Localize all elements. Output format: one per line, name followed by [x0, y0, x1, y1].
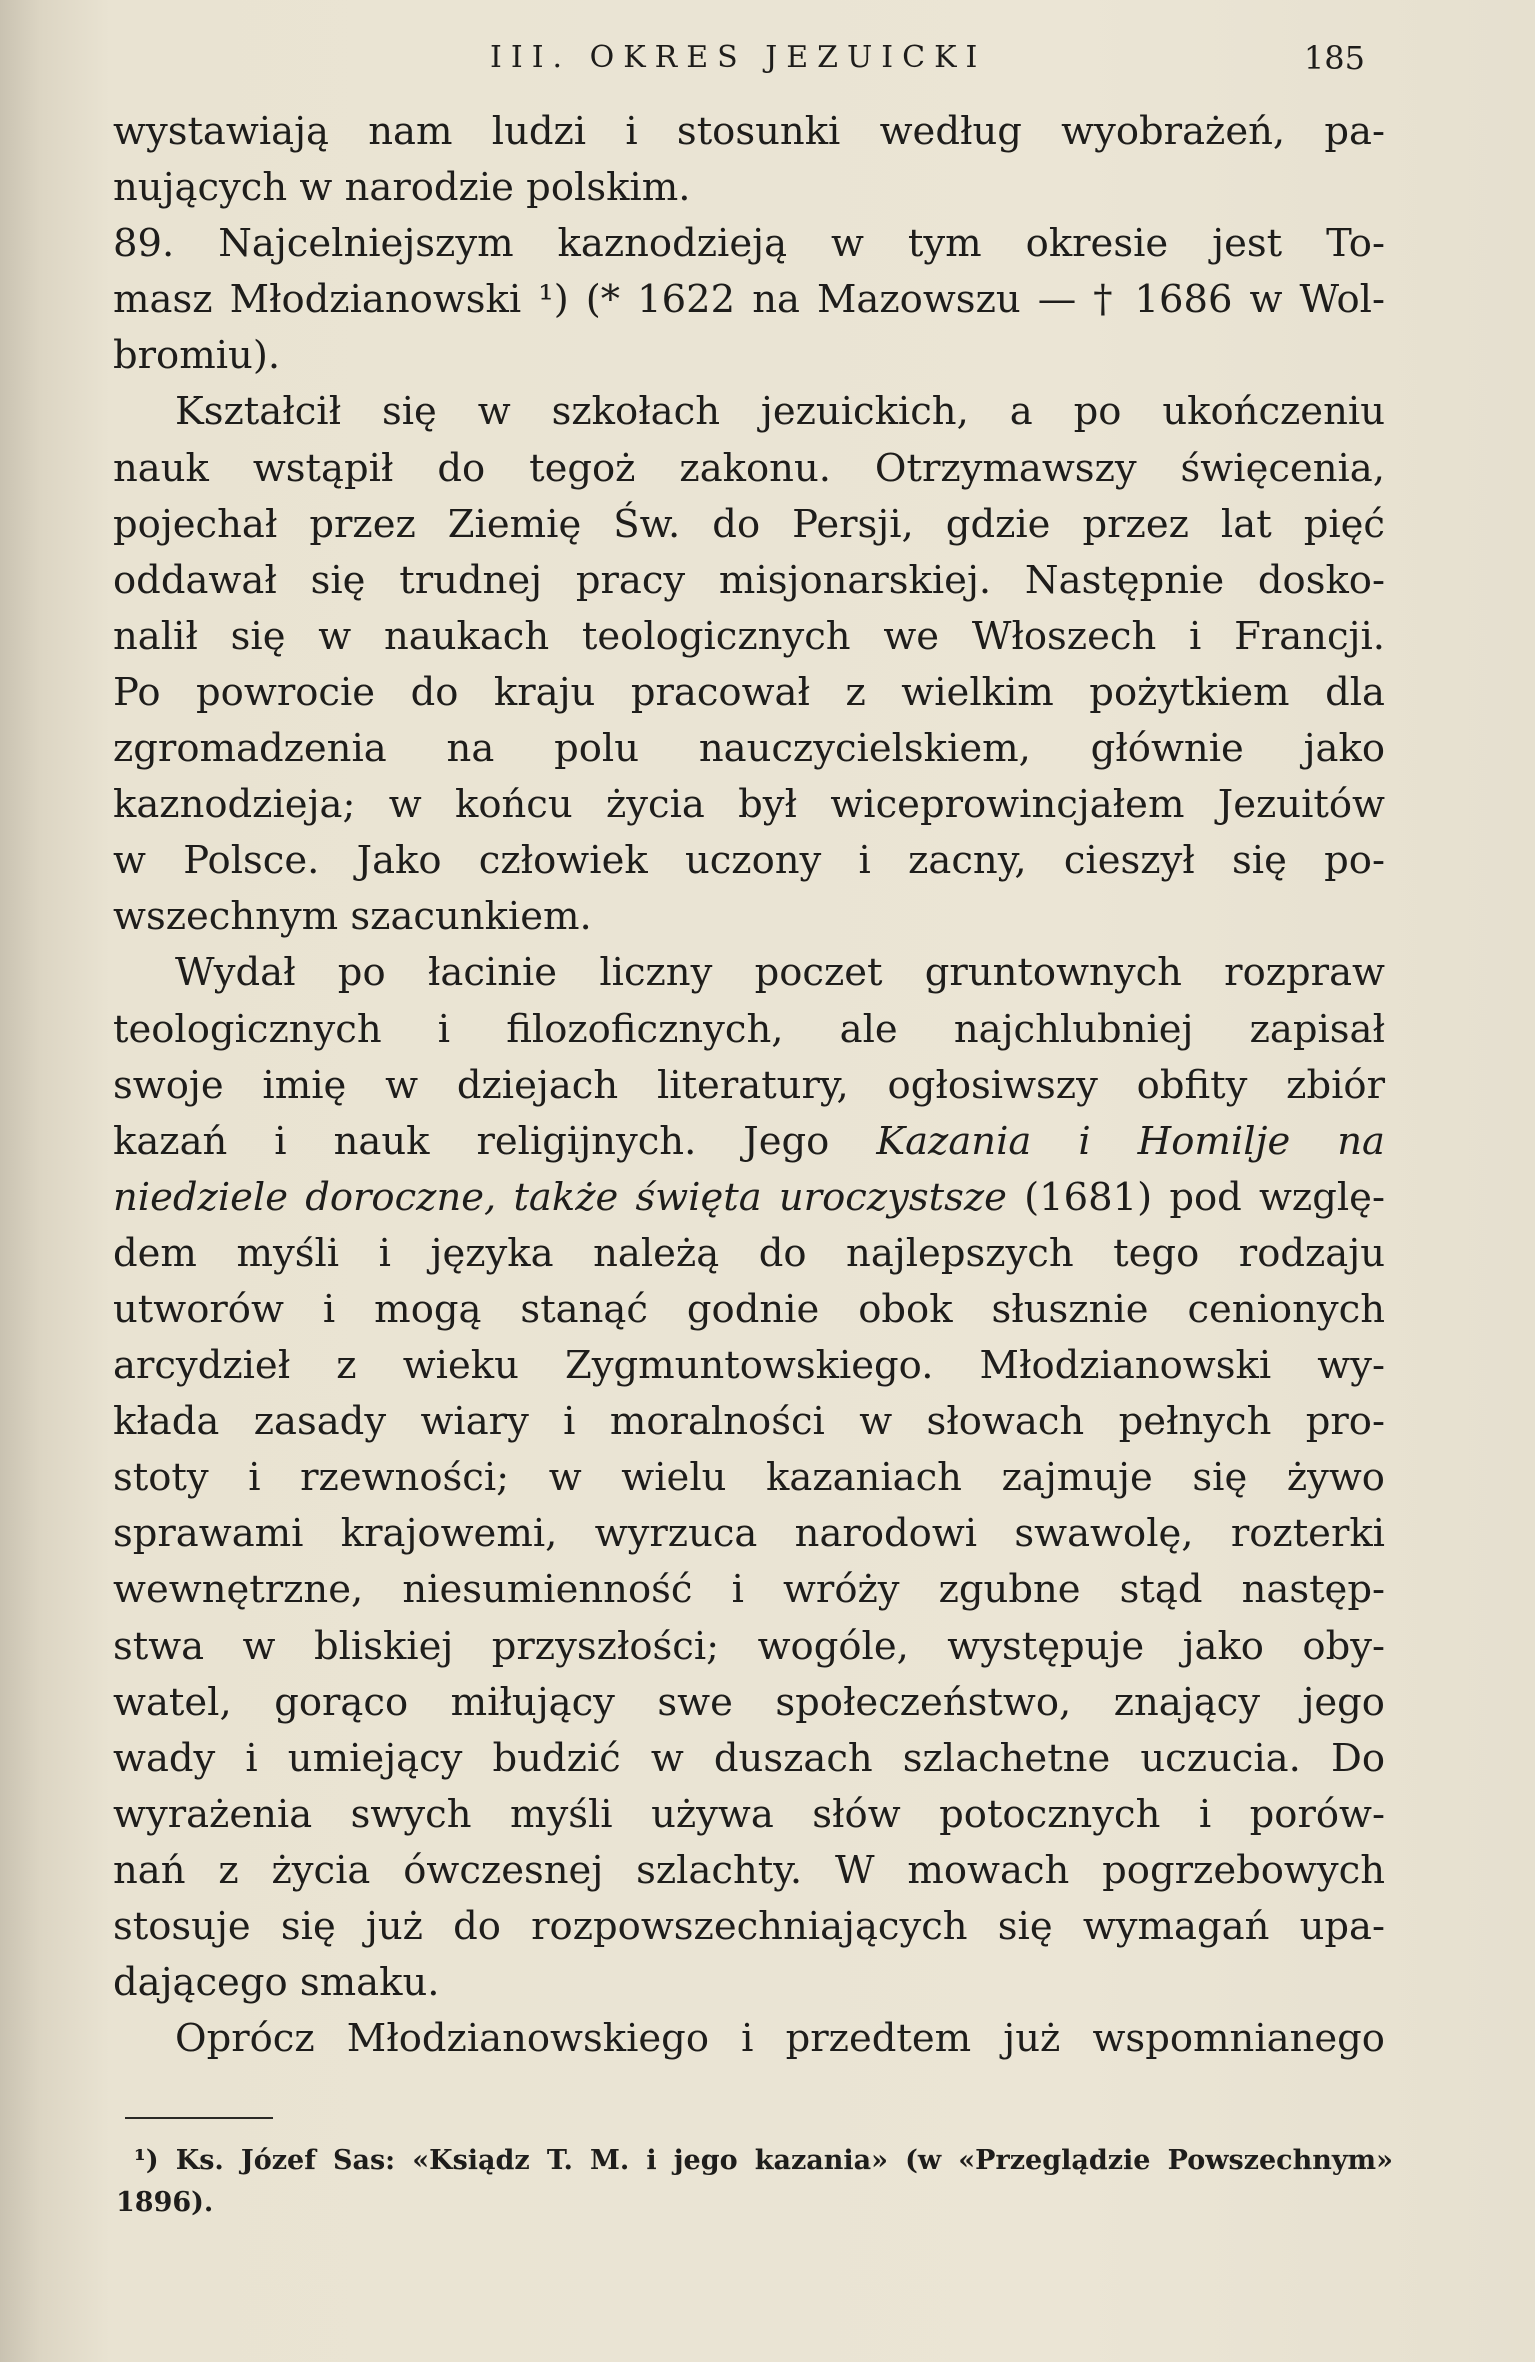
text-line: teologicznych i filozoficznych, ale najchlubniej zapisał	[113, 1006, 1385, 1052]
text-line: wyrażenia swych myśli używa słów potocznych i porów-	[113, 1791, 1385, 1837]
text-line: stwa w bliskiej przyszłości; wogóle, występuje jako oby-	[113, 1623, 1385, 1669]
text-line: watel, gorąco miłujący swe społeczeństwo, znający jego	[113, 1679, 1385, 1725]
text-segment: (1681) pod wzglę-	[1024, 1174, 1385, 1220]
text-line: Po powrocie do kraju pracował z wielkim pożytkiem dla	[113, 669, 1385, 715]
footnote-divider	[125, 2117, 273, 2119]
text-line-with-title	[113, 1170, 1385, 1226]
text-line: Wydał po łacinie liczny poczet gruntownych rozpraw	[175, 950, 1385, 996]
text-line: 89. Najcelniejszym kaznodzieją w tym okresie jest To-	[113, 221, 1385, 267]
chapter-title: III. OKRES JEZUICKI	[490, 40, 987, 75]
text-line: pojechał przez Ziemię Św. do Persji, gdzie przez lat pięć	[113, 501, 1385, 547]
text-line: sprawami krajowemi, wyrzuca narodowi swawolę, rozterki	[113, 1511, 1385, 1557]
text-line: w Polsce. Jako człowiek uczony i zacny, cieszył się po-	[113, 838, 1385, 884]
text-line: kłada zasady wiary i moralności w słowach pełnych pro-	[113, 1399, 1385, 1445]
text-line-with-title	[113, 1114, 1385, 1170]
running-head	[110, 36, 1365, 80]
text-line: wewnętrzne, niesumienność i wróży zgubne stąd następ-	[113, 1567, 1385, 1613]
text-line: kaznodzieja; w końcu życia był wiceprowincjałem Jezuitów	[113, 782, 1385, 828]
text-line: arcydzieł z wieku Zygmuntowskiego. Młodzianowski wy-	[113, 1343, 1385, 1389]
footnote-line: 1896).	[116, 2187, 214, 2218]
text-line: wady i umiejący budzić w duszach szlachetne uczucia. Do	[113, 1735, 1385, 1781]
text-segment: kazań i nauk religijnych. Jego	[113, 1118, 830, 1164]
text-line: zgromadzenia na polu nauczycielskiem, głównie jako	[113, 726, 1385, 772]
footnote	[116, 2140, 1393, 2224]
text-line: nujących w narodzie polskim.	[113, 165, 691, 211]
text-line: stoty i rzewności; w wielu kazaniach zajmuje się żywo	[113, 1455, 1385, 1501]
text-line: oddawał się trudnej pracy misjonarskiej. Następnie dosko-	[113, 557, 1385, 603]
text-line: wszechnym szacunkiem.	[113, 894, 592, 940]
text-line: Oprócz Młodzianowskiego i przedtem już wspomnianego	[175, 2016, 1385, 2062]
text-line: masz Młodzianowski ¹) (* 1622 na Mazowszu — † 1686 w Wol-	[113, 277, 1385, 323]
book-title: niedziele doroczne, także święta uroczystsze	[113, 1174, 1007, 1220]
text-line: nalił się w naukach teologicznych we Włoszech i Francji.	[113, 613, 1385, 659]
text-line: stosuje się już do rozpowszechniających się wymagań upa-	[113, 1904, 1385, 1949]
text-line: utworów i mogą stanąć godnie obok słusznie cenionych	[113, 1286, 1385, 1332]
text-line: dającego smaku.	[113, 1960, 440, 2006]
text-line: Kształcił się w szkołach jezuickich, a po ukończeniu	[175, 389, 1385, 435]
page-number: 185	[1303, 39, 1365, 77]
body-text	[113, 104, 1385, 2067]
text-line: dem myśli i języka należą do najlepszych tego rodzaju	[113, 1230, 1385, 1276]
text-line: wystawiają nam ludzi i stosunki według wyobrażeń, pa-	[113, 109, 1385, 154]
text-line: bromiu).	[113, 333, 281, 379]
footnote-line: ¹) Ks. Józef Sas: «Ksiądz T. M. i jego kazania» (w «Przeglądzie Powszechnym»	[134, 2145, 1393, 2176]
text-line: swoje imię w dziejach literatury, ogłosiwszy obfity zbiór	[113, 1062, 1385, 1108]
text-line: nań z życia ówczesnej szlachty. W mowach pogrzebowych	[113, 1847, 1385, 1893]
book-title: Kazania i Homilje na	[876, 1118, 1385, 1164]
text-line: nauk wstąpił do tegoż zakonu. Otrzymawszy święcenia,	[113, 445, 1385, 491]
